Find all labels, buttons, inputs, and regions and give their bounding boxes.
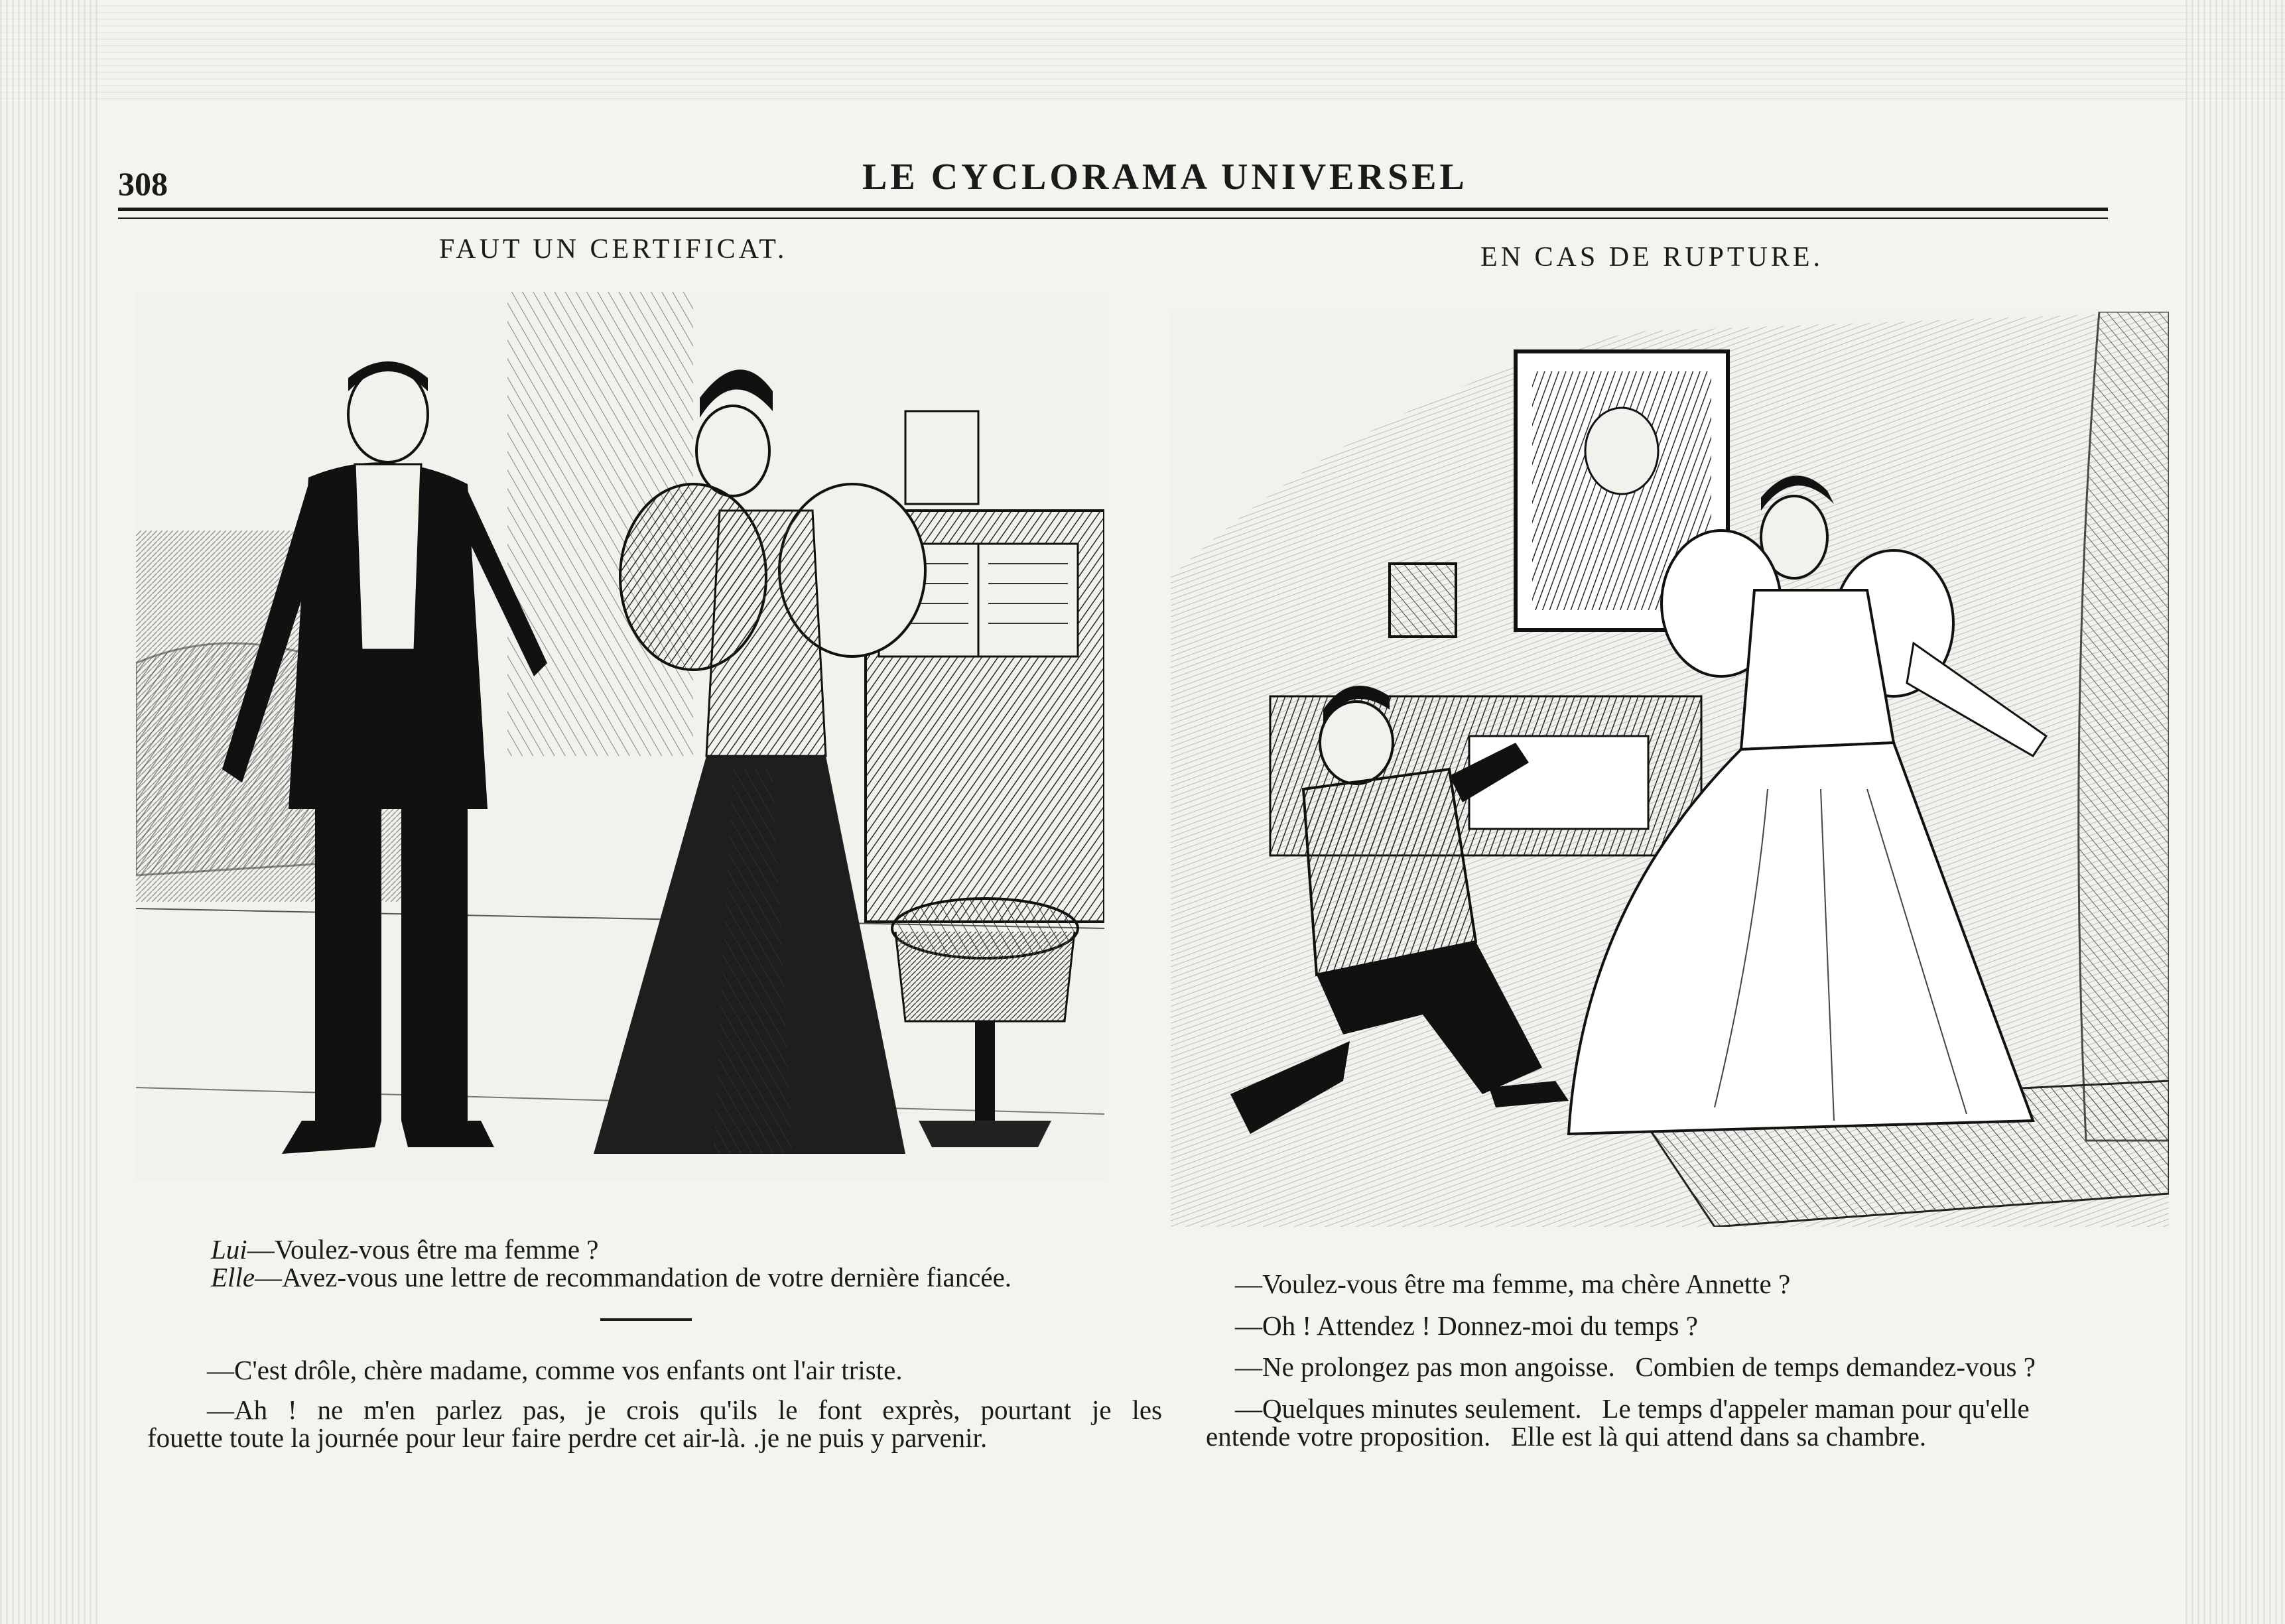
right-dialogue-line-2: —Oh ! Attendez ! Donnez-moi du temps ? <box>1235 1310 1698 1341</box>
right-dialogue-line-5: entende votre proposition. Elle est là qui attend dans sa chambre. <box>1206 1421 1927 1452</box>
right-dialogue-line-1: —Voulez-vous être ma femme, ma chère Annette ? <box>1235 1269 1791 1299</box>
left-second-dialogue-line-3: fouette toute la journée pour leur faire perdre cet air-là. .je ne puis y parvenir. <box>147 1422 988 1453</box>
left-second-dialogue-line-2: —Ah ! ne m'en parlez pas, je crois qu'ils le font exprès, pourtant je les <box>207 1395 1162 1425</box>
left-illustration <box>136 292 1104 1180</box>
left-dialogue-line-2 <box>211 1260 1012 1294</box>
header-rule-thick <box>118 208 2108 211</box>
left-dialogue-text-1: —Voulez-vous être ma femme ? <box>247 1234 599 1265</box>
left-second-dialogue-line-1: —C'est drôle, chère madame, comme vos enfants ont l'air triste. <box>207 1355 903 1385</box>
right-dialogue-line-3: —Ne prolongez pas mon angoisse. Combien de temps demandez-vous ? <box>1235 1351 2036 1382</box>
section-separator <box>600 1318 692 1321</box>
speaker-lui: Lui <box>211 1234 247 1265</box>
scan-noise-top <box>0 0 2285 99</box>
left-cartoon-title: FAUT UN CERTIFICAT. <box>439 234 788 265</box>
page-number: 308 <box>118 165 168 202</box>
masthead: LE CYCLORAMA UNIVERSEL <box>862 156 1468 198</box>
left-dialogue-text-2: —Avez-vous une lettre de recommandation de votre dernière fiancée. <box>255 1262 1012 1292</box>
scan-noise-right <box>2186 0 2285 1624</box>
speaker-elle: Elle <box>211 1262 255 1292</box>
right-illustration <box>1171 312 2169 1227</box>
right-dialogue-line-4: —Quelques minutes seulement. Le temps d'appeler maman pour qu'elle <box>1235 1393 2030 1424</box>
header-rule-thin <box>118 218 2108 219</box>
scan-noise-left <box>0 0 99 1624</box>
right-cartoon-title: EN CAS DE RUPTURE. <box>1480 242 1824 273</box>
